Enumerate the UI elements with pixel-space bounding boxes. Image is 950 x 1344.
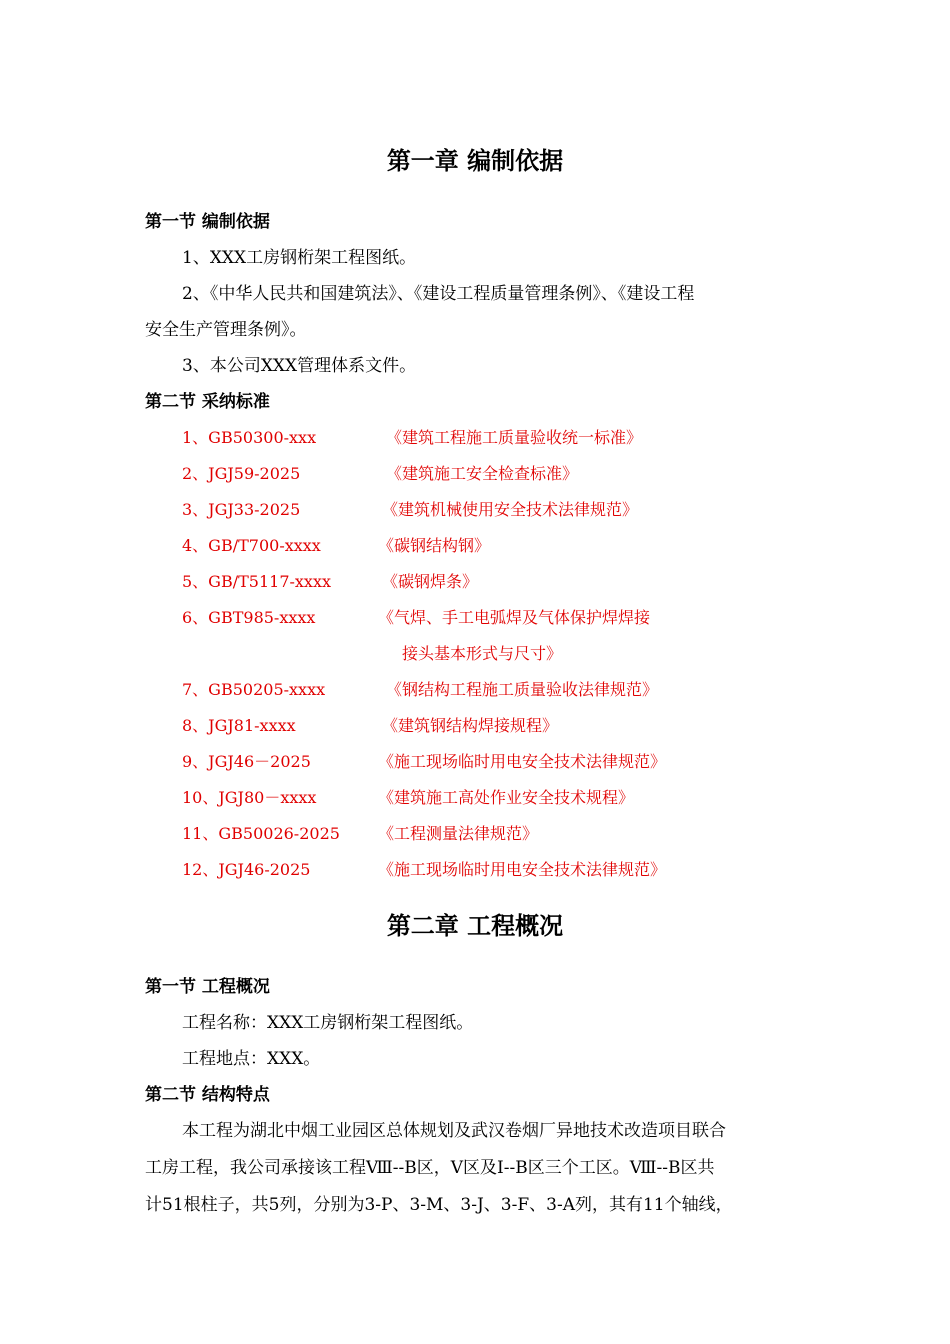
- standard-code: 2、JGJ59-2025: [182, 464, 301, 483]
- standard-code: 6、GBT985-xxxx: [182, 608, 316, 627]
- standard-name: 《施工现场临时用电安全技术法律规范》: [378, 860, 667, 879]
- structure-paragraph-line-2: 工房工程，我公司承接该工程Ⅷ--B区，Ⅴ区及Ⅰ--B区三个工区。Ⅷ--B区共: [145, 1158, 715, 1178]
- chapter-1-section-2-title: 第二节 采纳标准: [145, 392, 270, 412]
- standard-code: 1、GB50300-xxx: [182, 428, 317, 447]
- basis-item-2-continued: 安全生产管理条例》。: [145, 320, 307, 340]
- standard-code: 10、JGJ80－xxxx: [182, 788, 317, 807]
- standard-code: 3、JGJ33-2025: [182, 500, 301, 519]
- project-location-line: 工程地点：XXX。: [182, 1049, 321, 1069]
- structure-paragraph-line-3: 计51根柱子，共5列，分别为3-P、3-M、3-J、3-F、3-A列，其有11个轴线，: [145, 1195, 733, 1215]
- chapter-2-section-2-title: 第二节 结构特点: [145, 1085, 270, 1105]
- standard-code: 12、JGJ46-2025: [182, 860, 311, 879]
- standard-code: 8、JGJ81-xxxx: [182, 716, 296, 735]
- standard-name: 《工程测量法律规范》: [378, 824, 539, 843]
- basis-item-2: 2、《中华人民共和国建筑法》、《建设工程质量管理条例》、《建设工程: [182, 284, 695, 304]
- basis-item-3: 3、本公司XXX管理体系文件。: [182, 356, 417, 376]
- chapter-1-title: 第一章 编制依据: [386, 147, 564, 175]
- standard-name: 《建筑工程施工质量验收统一标准》: [386, 428, 643, 447]
- standard-name: 《建筑机械使用安全技术法律规范》: [382, 500, 639, 519]
- standard-code: 9、JGJ46－2025: [182, 752, 311, 771]
- structure-paragraph-line-1: 本工程为湖北中烟工业园区总体规划及武汉卷烟厂异地技术改造项目联合: [182, 1121, 726, 1141]
- standard-name: 《碳钢焊条》: [382, 572, 479, 591]
- standard-code: 11、GB50026-2025: [182, 824, 340, 843]
- standard-name: 《钢结构工程施工质量验收法律规范》: [386, 680, 659, 699]
- standard-name: 《建筑钢结构焊接规程》: [382, 716, 559, 735]
- standard-code: 7、GB50205-xxxx: [182, 680, 326, 699]
- standard-name-continued: 接头基本形式与尺寸》: [402, 644, 563, 663]
- chapter-2-title: 第二章 工程概况: [386, 912, 564, 940]
- chapter-1-section-1-title: 第一节 编制依据: [145, 212, 270, 232]
- standard-name: 《建筑施工安全检查标准》: [386, 464, 579, 483]
- standard-code: 5、GB/T5117-xxxx: [182, 572, 332, 591]
- standard-name: 《建筑施工高处作业安全技术规程》: [378, 788, 635, 807]
- standard-name: 《气焊、手工电弧焊及气体保护焊焊接: [378, 608, 651, 627]
- chapter-2-section-1-title: 第一节 工程概况: [145, 977, 270, 997]
- basis-item-1: 1、XXX工房钢桁架工程图纸。: [182, 248, 417, 268]
- standard-code: 4、GB/T700-xxxx: [182, 536, 321, 555]
- project-name-line: 工程名称：XXX工房钢桁架工程图纸。: [182, 1013, 474, 1033]
- standard-name: 《施工现场临时用电安全技术法律规范》: [378, 752, 667, 771]
- standard-name: 《碳钢结构钢》: [378, 536, 491, 555]
